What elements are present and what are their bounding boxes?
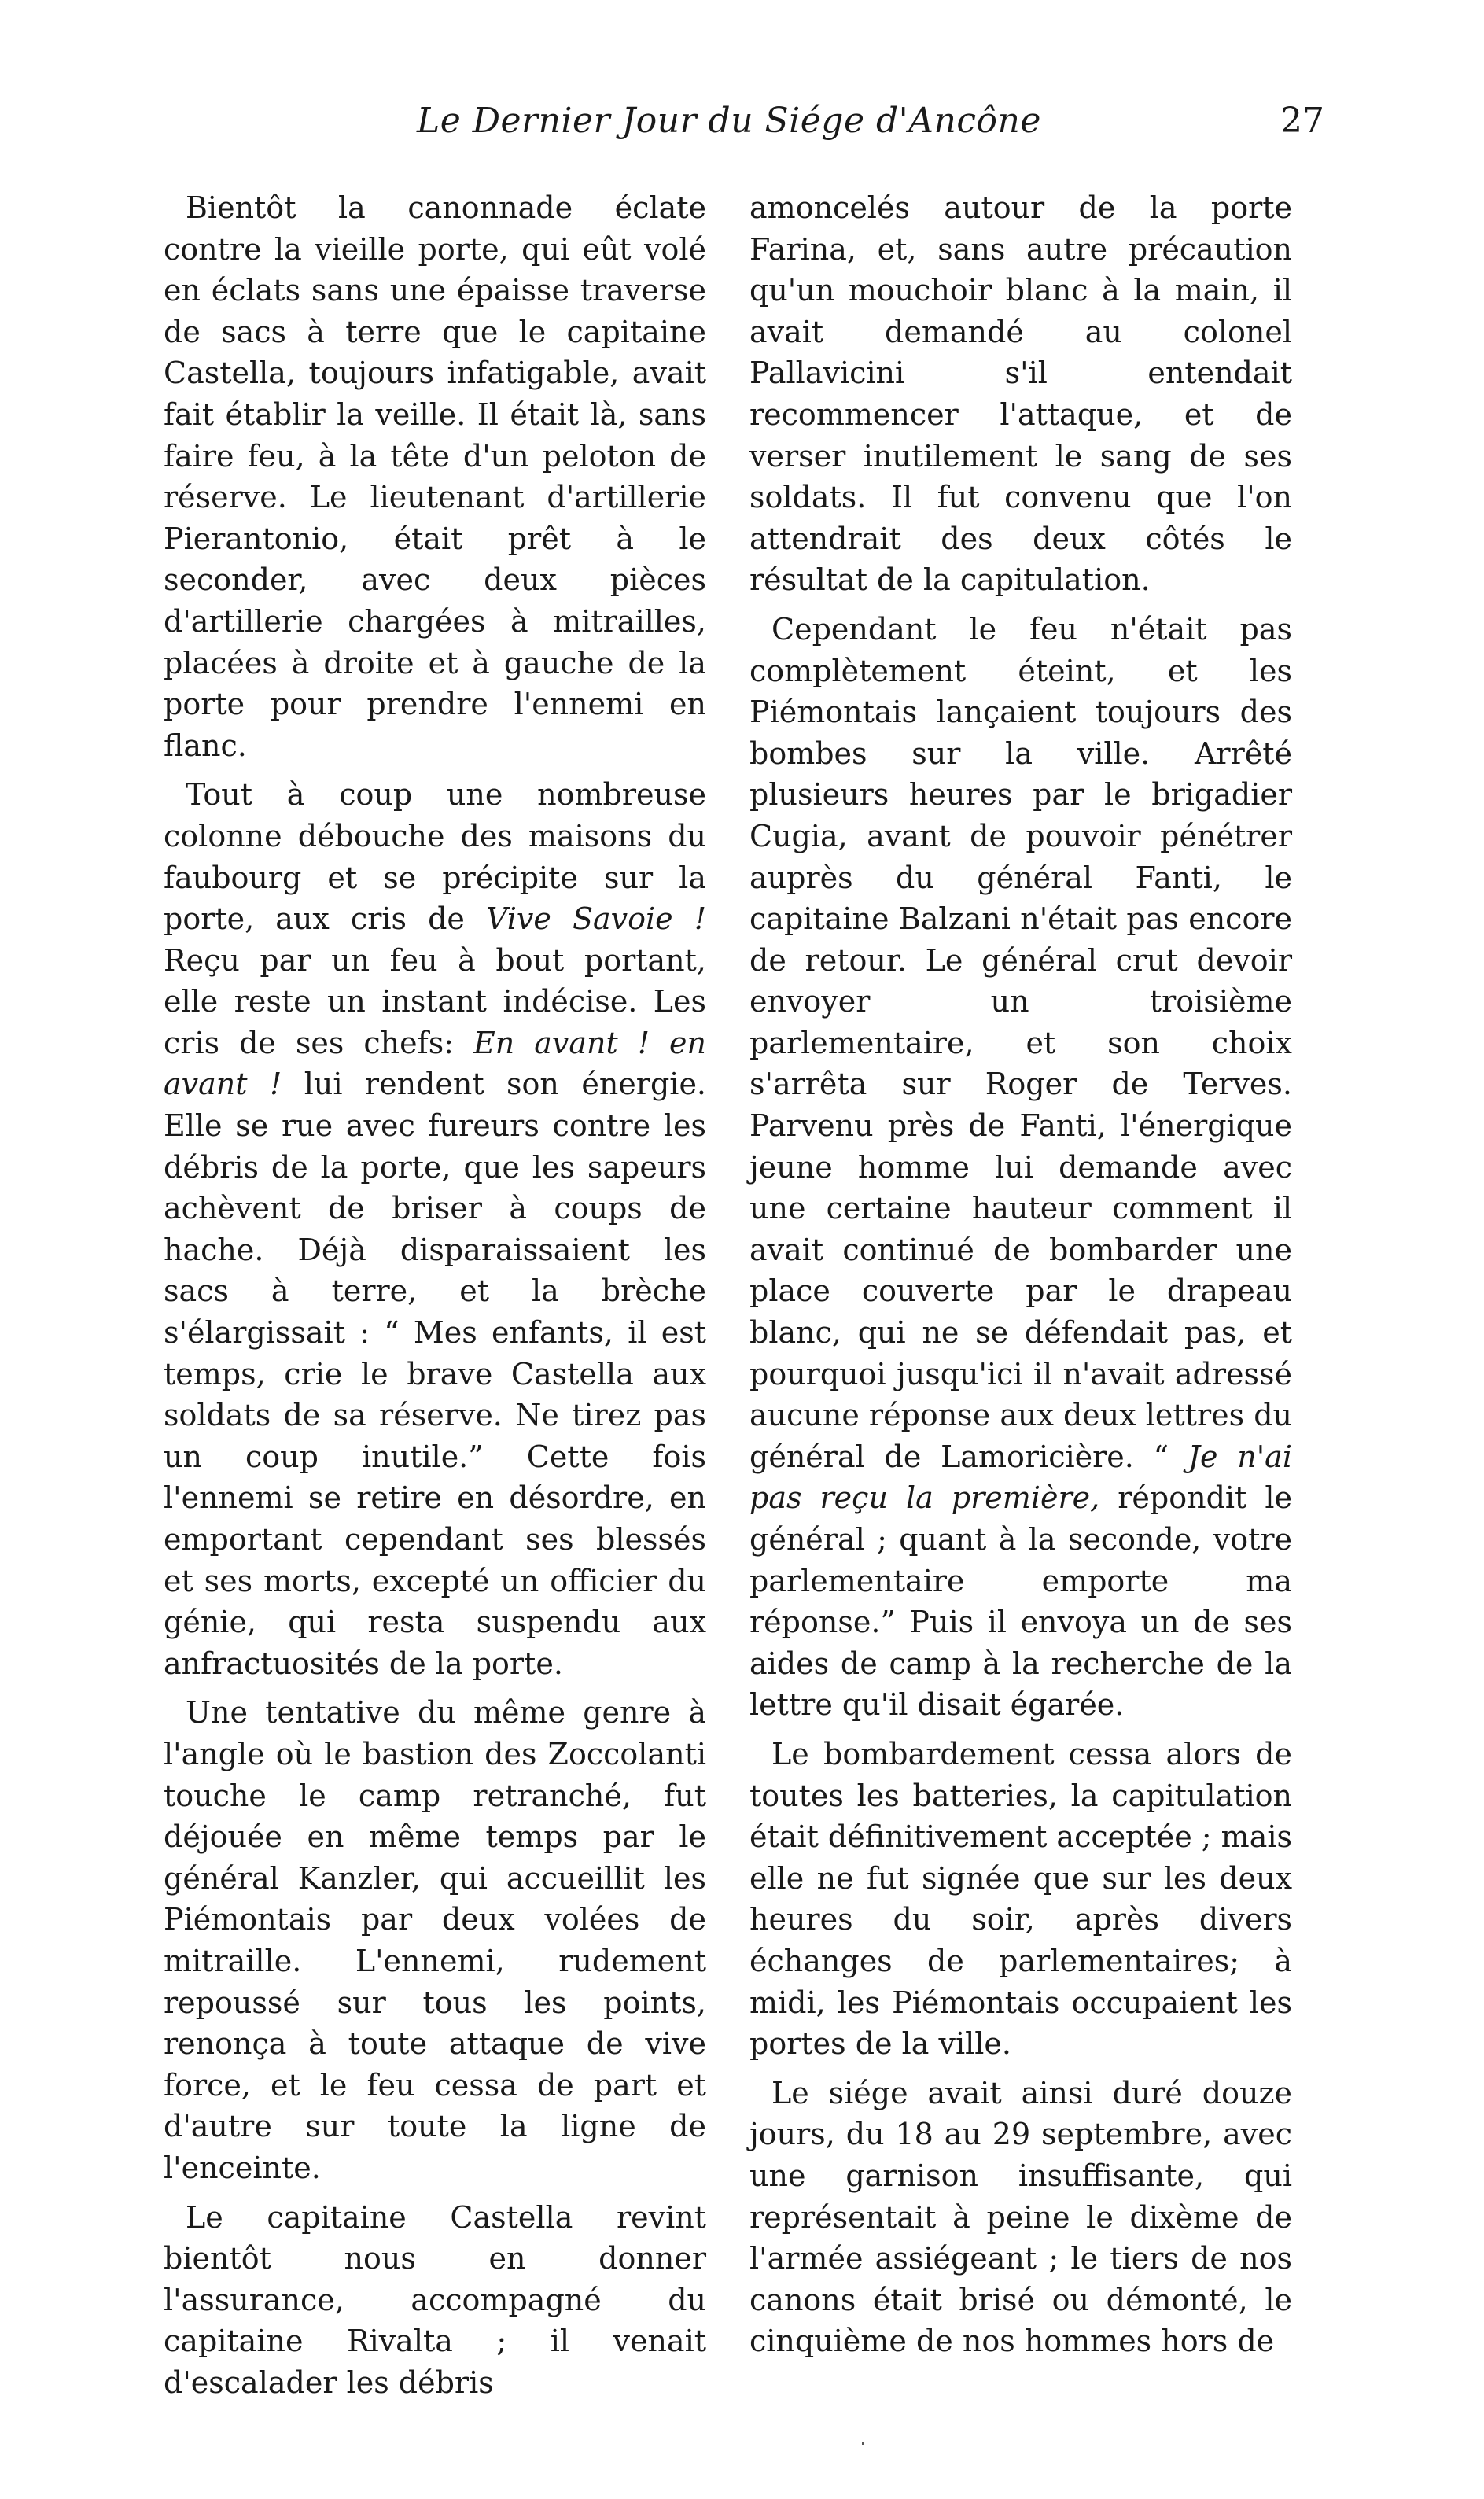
paragraph-text: lui rendent son énergie. Elle se rue avec fureurs contre les débris de la porte, que les sapeurs achèvent de briser à coups de hache. Déjà disparaissaient les sacs à terre, et la brèche s'élargissait : “ Mes enfants, il est temps, crie le brave Castella aux soldats de sa réserve. Ne tirez pas un coup inutile.” Cette fois l'ennemi se retire en désordre, en emportant cependant ses blessés et ses morts, excepté un officier du génie, qui resta suspendu aux anfractuosités de la porte. [164,1067,707,1681]
italic-text: En avant ! en avant ! [164,1025,706,1102]
paragraph-text: Cependant le feu n'était pas complètement éteint, et les Piémontais lançaient toujours des bombes sur la ville. Arrêté plusieurs heures par le brigadier Cugia, avant de pouvoir pénétrer auprès du général Fanti, le capitaine Balzani n'était pas encore de retour. Le général crut devoir envoyer un troisième parlementaire, et son choix s'arrêta sur Roger de Terves. Parvenu près de Fanti, l'énergique jeune homme lui demande avec une certaine hauteur comment il avait continué de bombarder une place couverte par le drapeau blanc, qui ne se défendait pas, et pourquoi jusqu'ici il n'avait adressé aucune réponse aux deux lettres du général de Lamoricière. “ [749,611,1292,1474]
paragraph-text: Reçu par un feu à bout portant, elle reste un instant indécise. Les cris de ses chefs: [164,942,706,1060]
paragraph: Le bombardement cessa alors de toutes les batteries, la capitulation était définitivement acceptée ; mais elle ne fut signée que sur les deux heures du soir, après divers échanges de parlementaires; à midi, les Piémontais occupaient les portes de la ville. [749,1736,1293,2062]
print-speck [862,2442,864,2445]
paragraph [164,774,706,1684]
paragraph-text: répondit le général ; quant à la seconde, votre parlementaire emporte ma réponse.” Puis il envoya un de ses aides de camp à la recherche de la lettre qu'il disait égarée. [749,1480,1292,1723]
paragraph: Le siége avait ainsi duré douze jours, du 18 au 29 septembre, avec une garnison insuffisante, qui représentait à peine le dixème de l'armée assiégeant ; le tiers de nos canons était brisé ou démonté, le cinquième de nos hommes hors de [749,2075,1292,2359]
paragraph-text: Tout à coup une nombreuse colonne débouche des maisons du faubourg et se précipite sur la porte, aux cris de [164,777,706,937]
paragraph [749,609,1292,1726]
paragraph: Une tentative du même genre à l'angle où le bastion des Zoccolanti touche le camp retranché, fut déjouée en même temps par le général Kanzler, qui accueillit les Piémontais par deux volées de mitraille. L'ennemi, rudement repoussé sur tous les points, renonça à toute attaque de vive force, et le feu cessa de part et d'autre sur toute la ligne de l'enceinte. [164,1695,706,2185]
paragraph: Bientôt la canonnade éclate contre la vieille porte, qui eût volé en éclats sans une épaisse traverse de sacs à terre que le capitaine Castella, toujours infatigable, avait fait établir la veille. Il était là, sans faire feu, à la tête d'un peloton de réserve. Le lieutenant d'artillerie Pierantonio, était prêt à le seconder, avec deux pièces d'artillerie chargées à mitrailles, placées à droite et à gauche de la porte pour prendre l'ennemi en flanc. [164,190,706,763]
running-title: Le Dernier Jour du Siége d'Ancône [417,101,1041,141]
paragraph: Le capitaine Castella revint bientôt nous en donner l'assurance, accompagné du capitaine Rivalta ; il venait d'escalader les débris [164,2199,706,2400]
left-column [164,187,706,2403]
italic-text: Je n'ai pas reçu la première, [749,1439,1292,1516]
right-column [749,187,1292,2362]
page-number: 27 [1280,101,1324,141]
paragraph: amoncelés autour de la porte Farina, et, sans autre précaution qu'un mouchoir blanc à la main, il avait demandé au colonel Pallavicini s'il entendait recommencer l'attaque, et de verser inutilement le sang de ses soldats. Il fut convenu que l'on attendrait des deux côtés le résultat de la capitulation. [749,190,1292,598]
italic-text: Vive Savoie ! [486,901,706,937]
